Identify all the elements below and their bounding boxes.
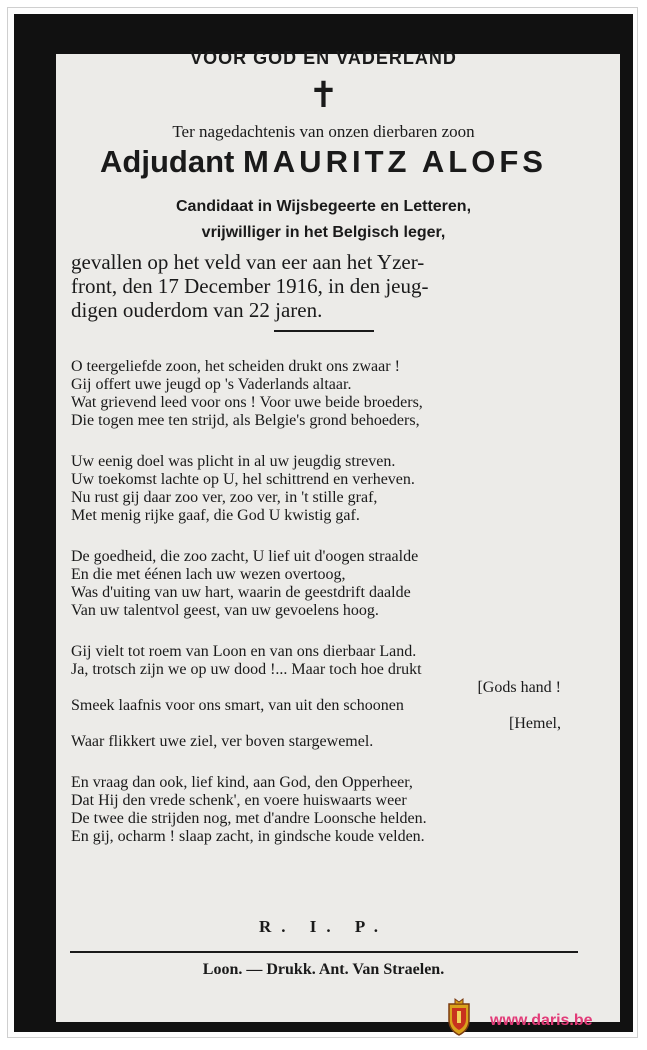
crest-icon (446, 998, 472, 1036)
poem-line: En die met éénen lach uw wezen overtoog, (71, 566, 346, 583)
poem-line: Was d'uiting van uw hart, waarin de geestdrift daalde (71, 584, 411, 601)
full-name: MAURITZ ALOFS (242, 144, 547, 179)
header-motto: VOOR GOD EN VADERLAND (190, 48, 457, 68)
poem-line: Met menig rijke gaaf, die God U kwistig gaf. (71, 507, 360, 524)
poem-line-continuation: [Hemel, (509, 715, 561, 732)
intro-text: Ter nagedachtenis van onzen dierbaren zoon (172, 122, 475, 141)
poem-line: Waar flikkert uwe ziel, ver boven stargewemel. (71, 733, 374, 750)
printer-line: Loon. — Drukk. Ant. Van Straelen. (202, 961, 445, 978)
death-notice-line: digen ouderdom van 22 jaren. (71, 298, 323, 322)
subtitle-volunteer: vrijwilliger in het Belgisch leger, (201, 224, 446, 241)
poem-line: Gij offert uwe jeugd op 's Vaderlands altaar. (71, 376, 352, 393)
divider-short (274, 330, 374, 332)
poem-line: En vraag dan ook, lief kind, aan God, den Opperheer, (71, 774, 413, 791)
poem-stanza (71, 643, 591, 751)
poem-line: Van uw talentvol geest, van uw gevoelens hoog. (71, 602, 379, 619)
poem-line: O teergeliefde zoon, het scheiden drukt ons zwaar ! (71, 358, 400, 375)
poem-line-continuation: [Gods hand ! (477, 679, 561, 696)
poem (71, 358, 591, 869)
poem-stanza (71, 453, 591, 525)
poem-line: Uw eenig doel was plicht in al uw jeugdig streven. (71, 453, 396, 470)
poem-line: Wat grievend leed voor ons ! Voor uwe beide broeders, (71, 394, 423, 411)
deceased-name (0, 144, 647, 180)
poem-line: Die togen mee ten strijd, als Belgie's grond behoeders, (71, 412, 420, 429)
poem-line: Ja, trotsch zijn we op uw dood !... Maar toch hoe drukt (71, 661, 422, 678)
poem-line: Nu rust gij daar zoo ver, zoo ver, in 't stille graf, (71, 489, 378, 506)
watermark-link[interactable]: www.daris.be (490, 1012, 593, 1029)
death-notice (71, 250, 581, 322)
poem-line: Gij vielt tot roem van Loon en van ons dierbaar Land. (71, 643, 417, 660)
poem-line: Uw toekomst lachte op U, hel schittrend en verheven. (71, 471, 415, 488)
poem-stanza (71, 548, 591, 620)
rank-label: Adjudant (100, 144, 235, 179)
poem-line: Smeek laafnis voor ons smart, van uit den schoonen (71, 697, 404, 714)
death-notice-line: gevallen op het veld van eer aan het Yzer- (71, 250, 425, 274)
poem-line: Dat Hij den vrede schenk', en voere huiswaarts weer (71, 792, 407, 809)
poem-stanza (71, 774, 591, 846)
death-notice-line: front, den 17 December 1916, in den jeug- (71, 274, 429, 298)
cross-icon: ✝ (308, 75, 339, 116)
divider-long (70, 951, 578, 953)
poem-line: De goedheid, die zoo zacht, U lief uit d'oogen straalde (71, 548, 419, 565)
poem-line: De twee die strijden nog, met d'andre Loonsche helden. (71, 810, 427, 827)
rip-text: R. I. P. (259, 917, 388, 936)
poem-stanza (71, 358, 591, 430)
poem-line: En gij, ocharm ! slaap zacht, in gindsche koude velden. (71, 828, 425, 845)
subtitle-studies: Candidaat in Wijsbegeerte en Letteren, (175, 198, 472, 215)
